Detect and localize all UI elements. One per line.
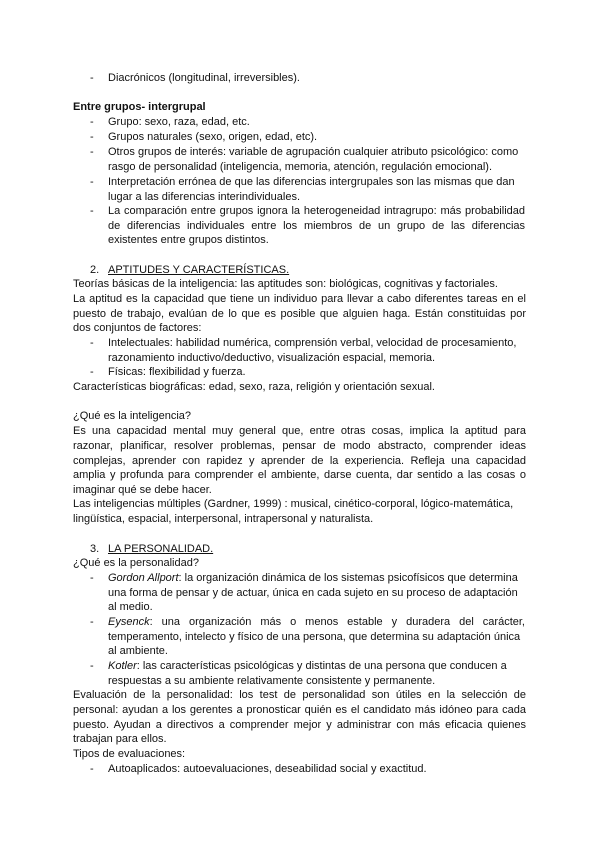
section-title-aptitudes: APTITUDES Y CARACTERÍSTICAS.: [108, 264, 290, 276]
bullet-dash: -: [90, 572, 94, 584]
list-item: Grupos naturales (sexo, origen, edad, etc).: [108, 131, 318, 143]
list-item: Grupo: sexo, raza, edad, etc.: [108, 116, 250, 128]
list-item-cont: respuestas a su ambiente relativamente consistente y permanente.: [108, 675, 436, 687]
author-name: Eysenck: [108, 616, 150, 628]
text-line: dos conjuntos de factores:: [73, 322, 202, 334]
text-line: puesto de trabajo, evalúan de lo que es posible que alguien haga. Están constituidas por: [73, 308, 526, 320]
bullet-dash: -: [90, 176, 94, 188]
list-item-cont: una forma de pensar y de actuar, única en cada sujeto en su proceso de adaptación: [108, 587, 518, 599]
section-number: 2.: [90, 264, 100, 276]
text-line: Diacrónicos (longitudinal, irreversibles).: [108, 72, 300, 84]
section-title-personalidad: LA PERSONALIDAD.: [108, 543, 214, 555]
question-heading: ¿Qué es la personalidad?: [73, 557, 199, 569]
author-name: Kotler: [108, 660, 137, 672]
list-item: La comparación entre grupos ignora la heterogeneidad intragrupo: más probabilidad: [108, 205, 525, 217]
bullet-dash: -: [90, 72, 94, 84]
text-line: imaginar qué se debe hacer.: [73, 484, 212, 496]
definition-text: : la organización dinámica de los sistemas psicofísicos que determina: [178, 572, 518, 584]
list-item-cont: razonamiento inductivo/deductivo, visualización espacial, memoria.: [108, 352, 436, 364]
list-item: [108, 572, 518, 585]
text-line: Es una capacidad mental muy general que, entre otras cosas, implica la aptitud para: [73, 425, 526, 437]
section-number: 3.: [90, 543, 100, 555]
list-item: Autoaplicados: autoevaluaciones, deseabilidad social y exactitud.: [108, 763, 427, 775]
text-line: Evaluación de la personalidad: los test de personalidad son útiles en la selección de: [73, 689, 526, 701]
bullet-dash: -: [90, 146, 94, 158]
text-line: Las inteligencias múltiples (Gardner, 1999) : musical, cinético-corporal, lógico-matemática,: [73, 498, 514, 510]
list-item: Interpretación errónea de que las diferencias intergrupales son las mismas que dan: [108, 176, 515, 188]
text-line: Tipos de evaluaciones:: [73, 748, 186, 760]
bullet-dash: -: [90, 366, 94, 378]
bullet-dash: -: [90, 116, 94, 128]
list-item-cont: al medio.: [108, 601, 153, 613]
list-item-cont: existentes entre grupos distintos.: [108, 234, 269, 246]
list-item-cont: temperamento, intelecto y físico de una persona, que determina su adaptación única: [108, 631, 521, 643]
bullet-dash: -: [90, 337, 94, 349]
list-item: Físicas: flexibilidad y fuerza.: [108, 366, 246, 378]
bullet-dash: -: [90, 660, 94, 672]
author-name: Gordon Allport: [108, 572, 179, 584]
text-line: complejas, aprender con rapidez y aprender de la experiencia. Refleja una capacidad: [73, 455, 526, 467]
bullet-dash: -: [90, 131, 94, 143]
list-item-cont: rasgo de personalidad (inteligencia, memoria, atención, regulación emocional).: [108, 161, 492, 173]
list-item-cont: lugar a las diferencias interindividuales.: [108, 191, 300, 203]
text-line: puesto. Ayudan a directivos a comprender mejor y administrar con más eficacia quienes: [73, 719, 526, 731]
text-line: razonar, planificar, resolver problemas, pensar de modo abstracto, comprender ideas: [73, 440, 526, 452]
list-item-cont: al ambiente.: [108, 645, 168, 657]
bullet-dash: -: [90, 205, 94, 217]
text-line: lingüística, espacial, interpersonal, intrapersonal y naturalista.: [73, 513, 374, 525]
text-line: La aptitud es la capacidad que tiene un individuo para llevar a cabo diferentes tareas en el: [73, 293, 526, 305]
text-line: Características biográficas: edad, sexo, raza, religión y orientación sexual.: [73, 381, 435, 393]
bullet-dash: -: [90, 616, 94, 628]
definition-text: : las características psicológicas y distintas de una persona que conducen a: [136, 660, 507, 672]
definition-text: : una organización más o menos estable y duradera del carácter,: [149, 616, 525, 628]
list-item: Intelectuales: habilidad numérica, comprensión verbal, velocidad de procesamiento,: [108, 337, 517, 349]
text-line: Teorías básicas de la inteligencia: las aptitudes son: biológicas, cognitivas y factoriales.: [73, 278, 498, 290]
subheading-intergrupal: Entre grupos- intergrupal: [73, 101, 206, 113]
text-line: personal: ayudan a los gerentes a pronosticar quién es el candidato más idóneo para cada: [73, 704, 526, 716]
question-heading: ¿Qué es la inteligencia?: [73, 410, 192, 422]
bullet-dash: -: [90, 763, 94, 775]
list-item: [108, 616, 525, 629]
list-item: [108, 660, 507, 673]
list-item: Otros grupos de interés: variable de agrupación cualquier atributo psicológico: como: [108, 146, 519, 158]
list-item-cont: de diferencias individuales entre los miembros de un grupo de las diferencias: [108, 220, 525, 232]
text-line: trabajan para ellos.: [73, 733, 167, 745]
text-line: amplia y profunda para comprender el ambiente, darse cuenta, dar sentido a las cosas o: [73, 469, 526, 481]
